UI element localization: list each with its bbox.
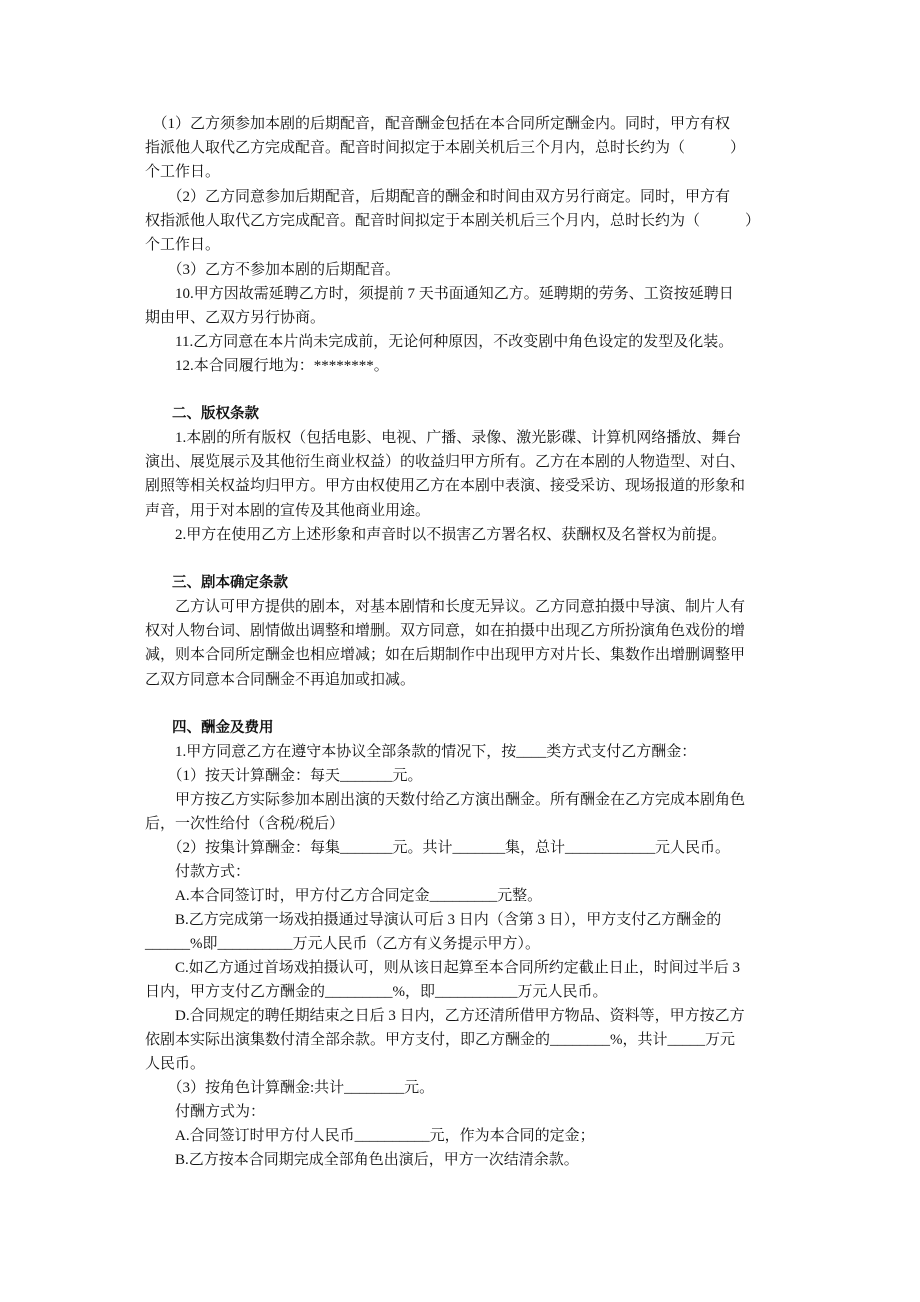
section-heading-copyright: 二、版权条款 xyxy=(172,406,259,422)
clause-9-option-1: （1）乙方须参加本剧的后期配音，配音酬金包括在本合同所定酬金内。同时，甲方有权 指派他人取代乙方完成配音。配音时间拟定于本剧关机后三个月内，总时长约为（ ） 个工作日。 xyxy=(145,116,746,181)
clause-9-option-3: （3）乙方不参加本剧的后期配音。 xyxy=(145,262,401,278)
role-payment-label: 付酬方式为： xyxy=(145,1104,266,1120)
payment-item-a: A.本合同签订时，甲方付乙方合同定金_________元整。 xyxy=(145,888,543,904)
clause-10: 10.甲方因故需延聘乙方时，须提前 7 天书面通知乙方。延聘期的劳务、工资按延聘日 期由甲、乙双方另行协商。 xyxy=(145,286,734,327)
script-clause: 乙方认可甲方提供的剧本，对基本剧情和长度无异议。乙方同意拍摄中导演、制片人有 权对人物台词、剧情做出调整和增删。双方同意，如在拍摄中出现乙方所扮演角色戏份的增 减，则本合同所定酬金也相应增减；如在后期制作中出现甲方对片长、集数作出增删调整甲 乙双方同意本合同酬金不再追加或扣减。 xyxy=(145,599,746,688)
payment-item-b: B.乙方完成第一场戏拍摄通过导演认可后 3 日内（含第 3 日），甲方支付乙方酬金的 ______%即__________万元人民币（乙方有义务提示甲方）。 xyxy=(145,912,722,953)
section-heading-fees: 四、酬金及费用 xyxy=(172,720,274,736)
fee-option-role: （3）按角色计算酬金:共计________元。 xyxy=(145,1080,435,1096)
fee-clause-1: 1.甲方同意乙方在遵守本协议全部条款的情况下，按____类方式支付乙方酬金： xyxy=(145,744,697,760)
fee-option-daily: （1）按天计算酬金：每天_______元。 xyxy=(145,768,423,784)
section-heading-script: 三、剧本确定条款 xyxy=(172,575,288,591)
clause-11: 11.乙方同意在本片尚未完成前，无论何种原因，不改变剧中角色设定的发型及化装。 xyxy=(145,334,734,350)
copyright-clause-2: 2.甲方在使用乙方上述形象和声音时以不损害乙方署名权、获酬权及名誉权为前提。 xyxy=(145,527,727,543)
payment-item-c: C.如乙方通过首场戏拍摄认可，则从该日起算至本合同所约定截止日止，时间过半后 3 日内，甲方支付乙方酬金的_________%，即___________万元人民币。 xyxy=(145,960,741,1001)
payment-item-d: D.合同规定的聘任期结束之日后 3 日内，乙方还清所借甲方物品、资料等，甲方按乙方 依剧本实际出演集数付清全部余款。甲方支付，即乙方酬金的________%，共计_____万元 人民币。 xyxy=(145,1008,745,1073)
fee-option-episode: （2）按集计算酬金：每集_______元。共计_______集，总计____________元人民币。 xyxy=(145,840,731,856)
role-payment-b: B.乙方按本合同期完成全部角色出演后，甲方一次结清余款。 xyxy=(145,1152,579,1168)
clause-9-option-2: （2）乙方同意参加后期配音，后期配音的酬金和时间由双方另行商定。同时，甲方有 权指派他人取代乙方完成配音。配音时间拟定于本剧关机后三个月内，总时长约为（ ） 个工作日。 xyxy=(145,189,761,254)
fee-daily-note: 甲方按乙方实际参加本剧出演的天数付给乙方演出酬金。所有酬金在乙方完成本剧角色 后，一次性给付（含税/税后） xyxy=(145,792,746,833)
clause-12: 12.本合同履行地为：********。 xyxy=(145,358,389,374)
copyright-clause-1: 1.本剧的所有版权（包括电影、电视、广播、录像、激光影碟、计算机网络播放、舞台 演出、展览展示及其他衍生商业权益）的收益归甲方所有。乙方在本剧的人物造型、对白、 剧照等相关权益均归甲方。甲方由权使用乙方在本剧中表演、接受采访、现场报道的形象和 声音，用于对本剧的宣传及其他商业用途。 xyxy=(145,430,746,519)
role-payment-a: A.合同签订时甲方付人民币__________元，作为本合同的定金； xyxy=(145,1128,595,1144)
payment-method-label: 付款方式： xyxy=(145,864,251,880)
